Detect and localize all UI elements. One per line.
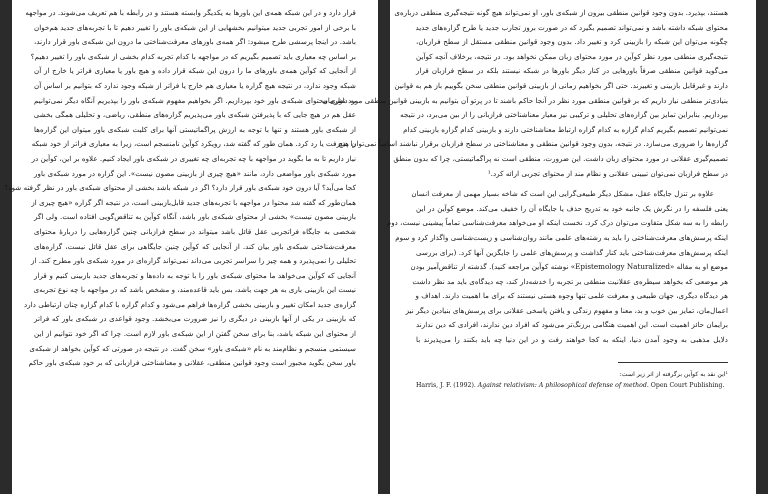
text-line: همان‌طور که گفته شد محتوا در مواجهه با تجربه‌های جدید قابل‌بازبینی است، در نتیجه اگر گزاره «هیچ چیزی از	[31, 197, 356, 207]
text-line: گزاره‌ی جدید امکان تغییر و بازبینی بخشی گزاره‌ها فراهم می‌شود و کدام گزاره با کدام گزاره چنان ارتباطی دارد	[24, 299, 356, 309]
text-line: یعنی فلسفه را در نگرش یک جانبه خود به تدریج حذف یا جایگاه آن را خفیف می‌کند. موضع کوآین در این	[416, 203, 728, 213]
footnote-citation	[416, 380, 728, 391]
footnote-divider	[618, 362, 728, 363]
footnote-intro: ¹این نقد به کوآین برگرفته از اثر زیر است:	[619, 370, 728, 378]
text-line: از محتوای این شبکه باشد، بنا برای سخن گفتن از این شبکه‌ی باور لازم است. چرا که اگر خود نتوانیم از این	[34, 329, 356, 339]
text-line: عقل هم در هیچ جایی که با پذیرفتن شبکه‌ی باور می‌پذیریم گزاره‌های منطقی، ریاضی، و تحلیلی همگی بخشی	[33, 110, 356, 120]
left-page-text	[4, 6, 356, 371]
text-line: بازبینی مصون نیست» بخشی از محتوای شبکه‌ی باور باشد، آنگاه کوآین به تناقض‌گویی افتاده است. ولی اگر	[34, 212, 356, 222]
citation-title: Against relativism: A philosophical defense of method	[477, 381, 647, 389]
text-line: قرار دارد و در این شبکه همه‌ی این باورها به یکدیگر وابسته هستند و در رابطه با هم تعریف می‌شوند. در مواجهه	[25, 8, 356, 17]
text-line: بر اساس چه معیاری باید تصمیم بگیریم که در مواجهه با کدام تجربه کدام بخشی از شبکه‌ی باور را تغییر دهیم؟	[30, 51, 356, 61]
text-line: از شبکه‌ی باور هستند و تنها با توجه به ارزش پراگماتیستی آنها برای کلیت شبکه‌ی باور میتوان این گزاره‌ها	[34, 124, 356, 134]
citation-publisher: . Open Court Publishing.	[646, 381, 725, 389]
text-line: آنجایی که کوآین می‌خواهد ما محتوای شبکه‌ی باور را با توجه به داده‌ها و تجربه‌های جدید بازبینی کنیم و قرار	[34, 270, 356, 280]
text-line: با برخی از امور تجربی جدید میتوانیم بخشهایی از این شبکه‌ی باور را تغییر دهیم تا با تجربه‌های جدید هم‌خوان	[34, 22, 356, 32]
text-line: نتیجه‌گیری منطقی مورد نظر کوآین در مورد محتوای زبان ممکن نخواهد بود. در نتیجه، برخلاف آنچه کوآین	[416, 51, 728, 61]
text-line: دارند و غیرقابل بازبینی و تغییرند. حتی اگر بخواهیم زمانی از بازبینی قوانین منطقی سخن بگوییم باز هم به قوانین	[394, 80, 728, 90]
text-line: چگونه می‌توان این شبکه را بازبینی کرد و تغییر داد. بدون وجود قوانین منطقی مستقل از سطح فرازبان،	[416, 37, 728, 47]
text-line: نمی‌توانیم تصمیم بگیریم کدام گزاره به کدام گزاره ارتباط معناشناختی دارند و بازبینی کدام گزاره بازبینی کدام	[403, 124, 728, 134]
text-line: که بازبینی در یکی از آنها بازبینی در دیگری را نیز ضرورت می‌بخشد. وجود قواعدی در شبکه‌ی باور که فراتر	[34, 314, 356, 324]
text-line: اعمال‌مان، تمایز بین خوب و بد، معنا و مفهوم زندگی و یافتن پاسخی عقلانی برای پرسش‌های بنیادین دیگر نیز	[405, 305, 728, 315]
citation-author: Harris, J. F. (1992).	[416, 381, 478, 389]
text-line: سیستمی منسجم و نظام‌مند به نام «شبکه‌ی باور» سخن گفت. در نتیجه در صورتی که کوآین بخواهد از شبکه‌ی	[29, 343, 356, 353]
text-line: تحلیلی را نمی‌پذیرد و همه چیز را سراسر تجربی می‌داند نمی‌تواند گزاره‌ای در مورد شبکه‌ی باور مطرح کند. از	[31, 256, 356, 266]
text-line: دلایل مذهبی به وجود آمدن دنیا، اینکه به کجا خواهند رفت و در این دنیا چه باید بکنند را می‌پذیرند با	[416, 335, 728, 345]
right-page-paragraph-1	[322, 6, 728, 181]
text-line: باشد. در اینجا پرسشی طرح میشود: اگر همه‌ی باورهای معرفت‌شناختی ما درون این شبکه‌ی باور قرار دارند،	[34, 37, 356, 47]
text-line: اینکه پرسش‌های معرفت‌شناختی را باید به رشته‌های علمی مانند روان‌شناسی و زیست‌شناسی واگذار کرد و سوم	[395, 232, 728, 242]
text-line: کجا می‌آید؟ آیا درون خود شبکه‌ی باور قرار دارد؟ اگر در شبکه باشد بخشی از محتوای شبکه‌ی باور در نظر گرفته شود؟	[4, 183, 356, 193]
text-line: معرفت‌شناختی شبکه‌ی باور بیان کند. از آنجایی که کوآین چنین جایگاهی برای عقل قائل نیست، گزاره‌های	[34, 241, 356, 251]
text-line: بنیادی‌تر منطقی نیاز داریم که بر قوانین منطقی مورد نظر در آنجا حاکم باشند تا در پرتو آن بتوانیم به بازبینی قوانین منطقی مورد نظرمان	[322, 95, 728, 105]
text-line: محتوای شبکه داشته باشد و نمی‌تواند تصمیم بگیرد که در صورت بروز تجارب جدید یا طرح گزاره‌های جدید	[415, 22, 728, 32]
text-line: می‌گوید قوانین منطقی صرفاً باورهایی در کنار دیگر باورها در شبکه نیستند بلکه در سطح فرازبان قرار	[416, 66, 728, 76]
text-line: باور سخن بگوید مجبور است وجود قوانین منطقی، عقلانی و معناشناختی فرازبانی که بر خود شبکه‌ی باور حاکم	[28, 358, 356, 368]
text-line: هر موضعی که بخواهد سیطره‌ی عقلانیت منطقی بر تجربه را خدشه‌دار کند، چه دیدگاه‌ی باید مد نظر داشت	[412, 276, 728, 286]
text-line: از آنجایی که کوآین همه‌ی باورهای ما را درون این شبکه قرار داده و هیچ باور یا معیاری فراتر یا خارج از آن	[34, 66, 356, 76]
text-line: اینکه پرسش‌های معرفت‌شناختی باید کنار گذاشت و پرسش‌های علمی را جایگزین آنها کرد. (برای بررسی	[416, 247, 728, 257]
text-line: شخصی به جایگاه فراتجربی عقل قائل باشد میتواند در سطح فرازبانی چنین گزاره‌هایی را دربارهٔ محتوای	[34, 226, 356, 236]
text-line: به داوری محتوای شبکه‌ی باور خود بپردازیم. اگر بخواهیم مفهوم شبکه‌ی باور را بپذیریم آنگاه دیگر نمی‌توانیم	[34, 95, 356, 105]
left-page	[4, 0, 378, 494]
text-line: در سطح فرازبان نمی‌توان تبیینی عقلانی و نظام مند از محتوای تجربی ارائه کرد.¹	[487, 168, 728, 178]
text-line: هستند، بپذیرد. بدون وجود قوانین منطقی بیرون از شبکه‌ی باور، او نمی‌تواند هیچ گونه نتیجه‌گیری منطقی درباره‌ی	[394, 8, 728, 17]
text-line: نیاز داریم تا به ما بگوید در مواجهه با چه تجربه‌ای چه تغییری در شبکه‌ی باور ایجاد کنیم. علاوه بر این، کوآین در	[31, 153, 356, 163]
text-line: بپردازیم. بنابراین تمایز بین گزاره‌های تحلیلی و ترکیبی نیز معیار معناشناختی فرازبانی را از بین می‌برد، در نتیجه	[400, 110, 728, 120]
right-page-paragraph-2	[386, 187, 728, 348]
text-line: هر دیدگاه دیگری، جهان طبیعی و معرفت علمی تنها وجوه هستی نیستند که برای ما اهمیت دارند. اهداف و	[415, 291, 728, 301]
text-line: موضع او به مقاله «Epistemology Naturalized» نوشته کوآین مراجعه کنید). گذشته از تناقض‌آمیز بودن	[410, 262, 728, 272]
text-line: علاوه بر تنزل جایگاه عقل، مشکل دیگر طبیعی‌گرایی این است که شاخه بسیار مهمی از معرفت انسان	[411, 189, 714, 199]
text-line: تصمیم‌گیری عقلانی در مورد محتوای زبان داشت. این ضرورت، منطقی است نه پراگماتیستی، چرا که بدون منطق	[393, 153, 728, 163]
text-line: شبکه وجود ندارد، در نتیجه هیچ گزاره یا معیاری هم خارج یا فراتر از شبکه وجود ندارد که بتوانیم بر اساس آن	[34, 80, 356, 90]
text-line: برایمان حائز اهمیت است. این اهمیت هنگامی برزنگ‌تر می‌شود که افراد دین ندارند، افرادی که دین ندارند	[416, 320, 728, 330]
text-line: گزاره‌ها را ضروری می‌سازد. در نتیجه، بدون وجود قوانین منطقی و معناشناختی در سطح فرازبان برقرار نباشند اساساً نمی‌توان هیچ	[338, 139, 728, 149]
text-line: رابطه را به سه شکل متفاوت می‌توان درک کرد. نخست اینکه او می‌خواهد معرفت‌شناسی تماماً پیشینی نیست، دوم	[386, 218, 728, 228]
text-line: مورد شبکه‌ی باور مواضعی دارد، مانند «هیچ چیزی از بازبینی مصون نیست». این گزاره در مورد شبکه‌ی باور	[34, 168, 356, 178]
text-line: نیست این بازبینی باری به هر جهت باشد، بس باید قاعده‌مند، و مشخص باشد که در مواجهه با چه نوع تجربه‌ی	[33, 285, 356, 295]
text-line: را پذیرفت یا رد کرد. همان طور که گفته شد، رویکرد کوآین نامنسجم است، زیرا به معیاری فراتر از خود شبکه	[31, 139, 356, 149]
right-page	[322, 0, 756, 494]
